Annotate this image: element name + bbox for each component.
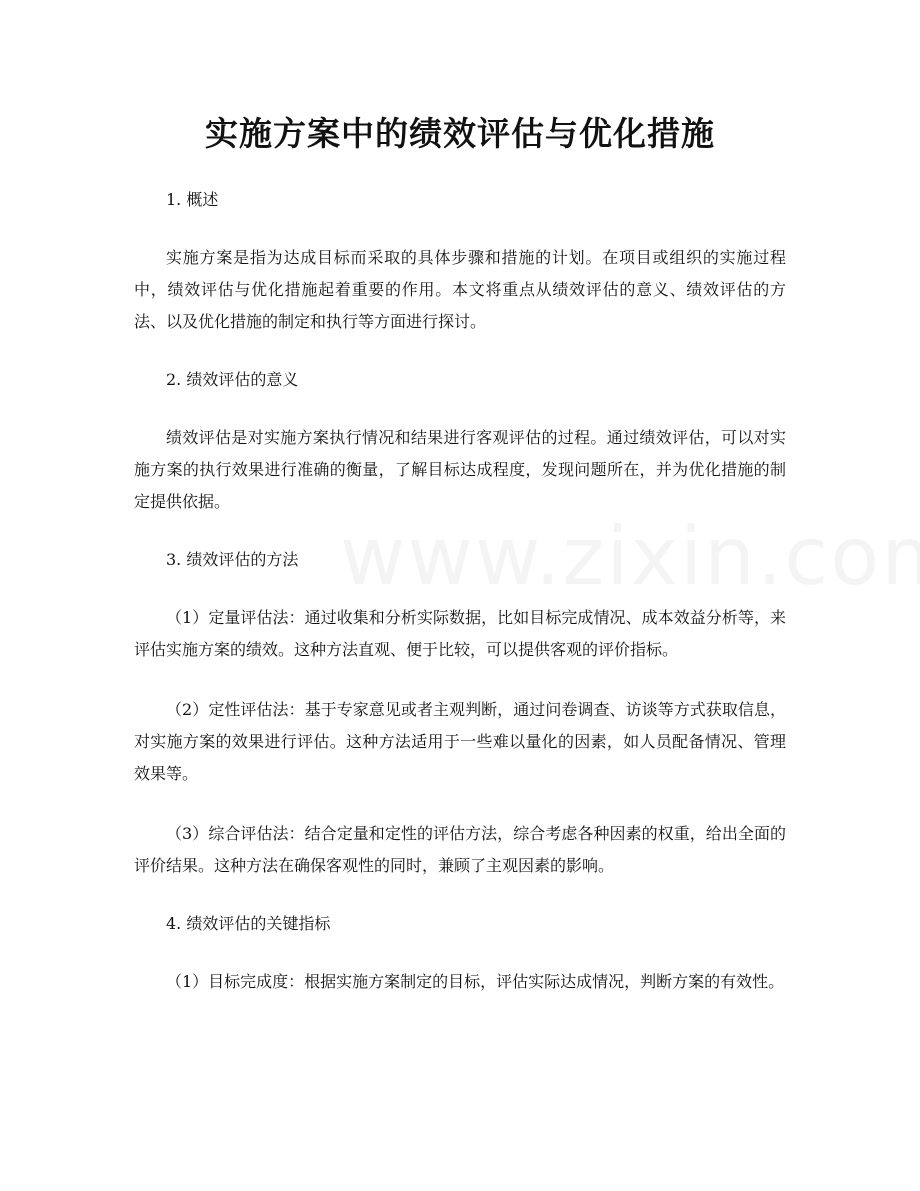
section-heading-overview: 1. 概述 bbox=[166, 190, 219, 209]
section-paragraph: （1）定量评估法：通过收集和分析实际数据，比如目标完成情况、成本效益分析等，来评估实施方案的绩效。这种方法直观、便于比较，可以提供客观的评价指标。 bbox=[134, 608, 786, 659]
section-paragraph: （3）综合评估法：结合定量和定性的评估方法，综合考虑各种因素的权重，给出全面的评价结果。这种方法在确保客观性的同时，兼顾了主观因素的影响。 bbox=[134, 824, 786, 875]
section-paragraph: （1）目标完成度：根据实施方案制定的目标，评估实际达成情况，判断方案的有效性。 bbox=[166, 972, 785, 991]
section-paragraph: （2）定性评估法：基于专家意见或者主观判断，通过问卷调查、访谈等方式获取信息，对实施方案的效果进行评估。这种方法适用于一些难以量化的因素，如人员配备情况、管理效果等。 bbox=[134, 700, 786, 783]
section-paragraph: 实施方案是指为达成目标而采取的具体步骤和措施的计划。在项目或组织的实施过程中，绩效评估与优化措施起着重要的作用。本文将重点从绩效评估的意义、绩效评估的方法、以及优化措施的制定和执行等方面进行探讨。 bbox=[134, 248, 786, 331]
document-title: 实施方案中的绩效评估与优化措施 bbox=[205, 114, 715, 153]
section-heading-significance: 2. 绩效评估的意义 bbox=[166, 370, 299, 389]
section-paragraph: 绩效评估是对实施方案执行情况和结果进行客观评估的过程。通过绩效评估，可以对实施方案的执行效果进行准确的衡量，了解目标达成程度，发现问题所在，并为优化措施的制定提供依据。 bbox=[134, 428, 786, 511]
section-heading-methods: 3. 绩效评估的方法 bbox=[166, 550, 299, 569]
document-body bbox=[134, 186, 786, 1026]
section-heading-key-indicators: 4. 绩效评估的关键指标 bbox=[166, 914, 331, 933]
